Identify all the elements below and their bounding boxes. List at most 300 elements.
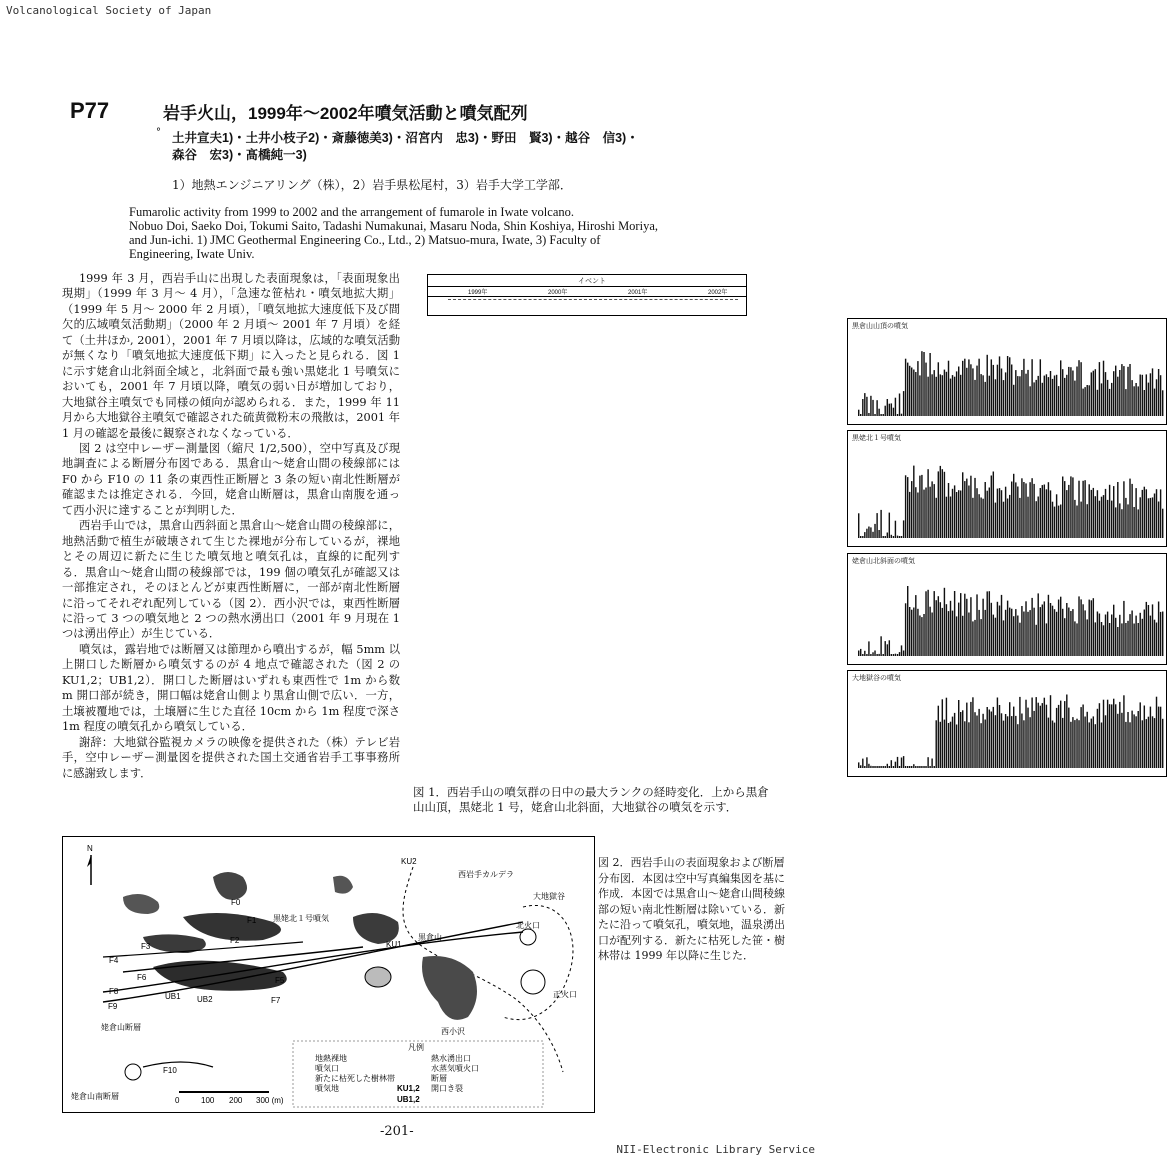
bar-mark [989,488,990,539]
bar-mark [1017,724,1018,768]
bar-mark [893,536,894,538]
bar-mark [891,760,892,768]
bar-mark [1078,360,1079,416]
bar-mark [887,533,888,539]
bar-mark [1109,704,1110,768]
bar-mark [1103,625,1104,656]
bar-mark [901,645,902,656]
figure-2-caption: 図 2．西岩手山の表面現象および断層分布図．本図は空中写真編集図を基に作成．本図では黒倉山～姥倉山間稜線部の短い南北性断層は除いている．新たに沿って噴気孔，噴気地，温泉湧出口が配列する．新たに枯死した笹・樹林帯は 1999 年以降に生じた． [598,856,785,962]
bar-mark [1054,609,1055,656]
bar-mark [1036,380,1037,416]
bar-mark [936,720,937,768]
paper-id: P77 [70,98,110,123]
bar-mark [905,766,906,768]
bar-mark [1048,377,1049,416]
bar-mark [997,698,998,769]
bar-mark [1125,722,1126,768]
bar-mark [1015,609,1016,656]
bar-mark [1142,720,1143,768]
bar-mark [942,469,943,538]
bar-mark [1144,706,1145,769]
bar-mark [903,756,904,768]
paper-title: 岩手火山，1999年～2002年噴気活動と噴気配列 [163,104,528,123]
bar-mark [1117,482,1118,538]
bar-mark [997,365,998,416]
bar-mark [1158,602,1159,657]
bar-mark [1058,506,1059,538]
english-authors-2: and Jun-ichi. 1) JMC Geothermal Engineering Co., Ltd., 2) Matsuo-mura, Iwate, 3) Faculty of [129,233,601,247]
bar-mark [944,588,945,656]
bar-mark [887,764,888,768]
bar-mark [954,485,955,538]
bar-mark [1117,714,1118,768]
bar-mark [966,703,967,768]
bar-mark [942,608,943,656]
bar-mark [1135,616,1136,656]
bar-mark [889,640,890,656]
bar-mark [1089,385,1090,416]
bar-mark [878,766,879,768]
bar-mark [1038,703,1039,768]
legend-ku: KU1,2 [397,1084,420,1093]
bar-mark [1009,357,1010,416]
timeseries-panel-ojigoku [847,670,1167,777]
bar-mark [889,766,890,768]
bar-mark [966,599,967,656]
bar-mark [1129,364,1130,416]
scale-200: 200 [229,1096,243,1105]
bar-mark [874,766,875,768]
bar-mark [995,503,996,538]
bar-mark [1025,374,1026,416]
bar-mark [917,766,918,768]
bar-mark [1156,489,1157,538]
bar-mark [1050,603,1051,656]
authors [172,130,732,164]
bar-mark [985,482,986,538]
bar-mark [1121,713,1122,768]
bar-mark [1144,390,1145,416]
bar-mark [993,707,994,768]
paragraph-3: 西岩手山では，黒倉山西斜面と黒倉山～姥倉山間の稜線部に，地熱活動で植生が破壊されて生じた裸地が分布しているが，裸地とその周辺に新たに生じた噴気地と噴気孔は，直線的に配列する．黒倉山～姥倉山間の稜線部では，199 個の噴気孔が確認又は一部推定され，そのほとんどが東西性断層に，一部が南北性断層に沿ってそれぞれ配列している（図 2）．西小沢では，東西性断層に沿って 3 つの噴気地と 2 つの熱水湧出口（2001 年 9 月現在 1 つは湧出停止）が生じている． [62,519,400,641]
bar-mark [978,709,979,768]
bar-mark [968,722,969,768]
bar-mark [952,611,953,656]
figure-1 [420,270,915,780]
label-f10: F10 [163,1066,177,1075]
bar-mark [1078,596,1079,656]
bar-mark [1031,359,1032,416]
bar-mark [1044,485,1045,539]
bar-mark [1076,367,1077,417]
panel-label-kurokura: 黒倉山山頂の噴気 [852,323,908,330]
bar-mark [899,394,900,417]
bar-mark [885,406,886,416]
bar-mark [999,705,1000,768]
bar-mark [1044,376,1045,416]
bar-mark [956,492,957,538]
bar-mark [1127,621,1128,656]
bar-mark [893,408,894,416]
bar-mark [887,399,888,416]
bar-mark [1005,714,1006,768]
bar-mark [1152,604,1153,656]
bar-mark [1021,370,1022,416]
bar-mark [942,699,943,768]
bar-mark [1101,383,1102,416]
bar-mark [1162,719,1163,768]
bar-mark [1103,361,1104,416]
label-f9: F9 [108,1002,118,1011]
bar-mark [1027,370,1028,416]
bar-mark [1072,477,1073,538]
bar-mark [952,375,953,416]
bare-ground-2 [123,894,159,914]
dead-forest-patch [365,967,391,987]
bar-mark [1138,711,1139,768]
bar-mark [1074,621,1075,656]
bar-mark [1017,487,1018,539]
bar-mark [921,617,922,656]
timeseries-panel-kurokura [847,318,1167,425]
bar-mark [989,376,990,416]
bar-mark [923,352,924,416]
bar-mark [878,654,879,656]
bar-mark [1021,478,1022,538]
bar-mark [909,607,910,656]
bar-mark [1131,711,1132,768]
bar-mark [1078,481,1079,538]
bars-kurokura [858,329,1164,416]
bar-mark [1060,505,1061,539]
bar-mark [980,619,981,656]
bar-mark [1011,716,1012,768]
bar-mark [1140,497,1141,538]
bar-mark [1160,375,1161,416]
bar-mark [1111,383,1112,416]
bar-mark [880,510,881,538]
bar-mark [962,361,963,416]
bar-mark [1119,702,1120,768]
bar-mark [999,356,1000,416]
authors-line-1: 土井宣夫1)・土井小枝子2)・斎藤徳美3)・沼宮内 忠3)・野田 賢3)・越谷 信3)・ [172,131,639,145]
bar-mark [1146,719,1147,768]
bar-mark [1158,707,1159,768]
bar-mark [950,497,951,539]
bar-mark [913,466,914,538]
bar-mark [982,714,983,768]
bar-mark [964,481,965,538]
bar-mark [1142,490,1143,538]
bar-mark [1027,497,1028,538]
bar-mark [1074,381,1075,416]
bar-mark [1097,612,1098,657]
bar-mark [1150,616,1151,656]
bar-mark [1150,498,1151,538]
bare-ground-6 [333,876,353,894]
bar-mark [974,620,975,656]
bar-mark [903,651,904,657]
bar-mark [909,366,910,416]
bar-mark [1103,495,1104,538]
bar-mark [897,414,898,416]
bar-mark [1019,697,1020,768]
bar-mark [1123,481,1124,538]
bar-mark [1029,482,1030,538]
bar-mark [1042,605,1043,657]
bar-mark [1097,390,1098,416]
bar-mark [1109,623,1110,656]
bar-mark [1068,608,1069,657]
kitakakou-crater [520,929,536,945]
bar-mark [891,403,892,416]
bar-mark [976,594,977,656]
bar-mark [1064,481,1065,538]
bar-mark [1095,496,1096,538]
bar-mark [1033,608,1034,656]
bar-mark [1060,701,1061,768]
bar-mark [1146,602,1147,656]
bar-mark [1087,619,1088,656]
legend-item-2: 噴気口 [315,1064,339,1073]
bar-mark [989,710,990,769]
bar-mark [1152,716,1153,768]
bar-mark [1048,718,1049,768]
bar-mark [919,476,920,538]
bar-mark [1029,610,1030,656]
bar-mark [1056,375,1057,416]
bar-mark [862,536,863,538]
bar-mark [1152,368,1153,416]
bar-mark [1091,600,1092,656]
bar-mark [968,359,969,416]
bar-mark [948,723,949,768]
bar-mark [1062,609,1063,656]
bar-mark [1007,356,1008,416]
bar-mark [1001,369,1002,417]
bar-mark [1003,620,1004,656]
fault-line-south [143,1062,213,1067]
bar-mark [1046,489,1047,538]
bar-mark [1009,495,1010,538]
bar-mark [919,766,920,768]
bar-mark [923,614,924,656]
bar-mark [956,616,957,656]
bar-mark [1074,720,1075,768]
bar-mark [911,368,912,417]
bar-mark [958,700,959,768]
bar-mark [1070,476,1071,538]
bar-mark [1046,623,1047,656]
bar-mark [940,602,941,656]
bar-mark [1068,485,1069,538]
bar-mark [860,765,861,768]
bar-mark [1119,370,1120,416]
bar-mark [1060,597,1061,656]
bar-mark [954,713,955,768]
authors-line-2: 森谷 宏3)・髙橋純一3) [172,148,307,162]
bar-mark [1125,623,1126,656]
bar-mark [927,469,928,538]
bar-mark [970,597,971,656]
bare-ground-5 [153,961,287,991]
bar-mark [991,712,992,769]
bar-mark [1021,606,1022,656]
bar-mark [974,712,975,768]
bar-mark [1089,600,1090,656]
bar-mark [960,712,961,768]
bar-mark [929,353,930,416]
legend-item-6: 水蒸気噴火口 [431,1064,479,1073]
event-year-2001: 2001年 [628,290,648,296]
bar-mark [1119,615,1120,656]
paragraph-2: 図 2 は空中レーザー測量図（縮尺 1/2,500），空中写真及び現地調査による断層分布図である．黒倉山～姥倉山間の稜線部には F0 から F10 の 11 条の東西性正断層と 3 条の短い南北性断層が確認または推定される．今回，姥倉山断層は，黒倉山南腹を通って西小沢に達することが判明した． [62,441,400,517]
bar-mark [1131,380,1132,416]
bar-mark [899,652,900,656]
bar-mark [1046,374,1047,416]
acknowledgement: 謝辞：大地獄谷監視カメラの映像を提供された（株）テレビ岩手，空中レーザー測量図を提供された国土交通省岩手工事事務所に感謝致します． [62,735,400,780]
bar-mark [1066,490,1067,538]
bar-mark [1044,601,1045,656]
bar-mark [929,607,930,656]
bar-mark [915,372,916,416]
bar-mark [911,766,912,768]
label-f7: F7 [271,996,281,1005]
event-box [427,274,747,316]
bar-mark [917,493,918,539]
bar-mark [1129,722,1130,768]
bar-mark [980,723,981,768]
bar-mark [1146,489,1147,538]
bar-mark [907,363,908,416]
bar-mark [1019,623,1020,656]
bar-mark [1038,497,1039,539]
bar-mark [980,498,981,539]
bar-mark [1125,389,1126,416]
english-authors-3: Engineering, Iwate Univ. [129,247,255,261]
label-f8: F8 [109,987,119,996]
bar-mark [972,368,973,416]
label-f3: F3 [141,942,151,951]
bar-mark [874,414,875,416]
bar-mark [1115,704,1116,768]
bar-mark [907,586,908,656]
bar-mark [1001,595,1002,656]
bar-mark [997,489,998,538]
bar-mark [946,372,947,416]
bar-mark [976,366,977,416]
bar-mark [940,722,941,768]
bar-mark [958,367,959,417]
bar-mark [1042,485,1043,538]
bar-mark [903,391,904,416]
label-f6: F6 [137,973,147,982]
bar-mark [944,472,945,538]
bar-mark [901,414,902,416]
bar-mark [909,492,910,538]
bar-mark [936,377,937,416]
bar-mark [1007,716,1008,768]
bar-mark [1038,593,1039,656]
bar-mark [987,491,988,538]
bar-mark [1003,721,1004,768]
bar-mark [1101,622,1102,656]
bar-mark [970,476,971,538]
bar-mark [999,488,1000,538]
legend-item-3: 新たに枯死した樹林帯 [315,1074,395,1083]
bar-mark [1095,622,1096,656]
bar-mark [915,595,916,656]
bar-mark [1050,695,1051,768]
bar-mark [889,513,890,538]
bar-mark [1129,614,1130,656]
society-header: Volcanological Society of Japan [6,4,212,17]
label-f1: F1 [247,916,257,925]
legend-item-7: 断層 [431,1074,447,1083]
bar-mark [1089,484,1090,538]
panel-label-ojigoku: 大地獄谷の噴気 [852,675,901,682]
bar-mark [946,604,947,656]
bar-mark [897,536,898,538]
bar-mark [1144,487,1145,538]
bar-mark [870,527,871,538]
bar-mark [972,621,973,656]
bar-mark [919,616,920,657]
affiliations: 1）地熱エンジニアリング（株），2）岩手県松尾村，3）岩手大学工学部． [172,178,572,192]
bar-mark [1084,717,1085,769]
bar-mark [1154,389,1155,416]
bar-mark [1072,609,1073,656]
bar-mark [964,721,965,768]
bar-mark [1001,490,1002,538]
bar-mark [876,654,877,656]
bar-mark [950,722,951,768]
bar-mark [901,536,902,538]
bar-mark [1058,600,1059,657]
english-authors-1: Nobuo Doi, Saeko Doi, Tokumi Saito, Tadashi Numakunai, Masaru Noda, Shin Koshiya, Hiroshi Moriya, [129,219,658,233]
bar-mark [1076,623,1077,656]
bar-mark [866,654,867,656]
bar-mark [1046,705,1047,768]
bar-mark [1133,386,1134,416]
bar-mark [1135,716,1136,768]
bar-mark [864,651,865,656]
bar-mark [934,370,935,416]
scale-0: 0 [175,1096,180,1105]
bar-mark [889,404,890,416]
event-marks [448,299,738,310]
map-svg [63,837,594,1112]
bar-mark [940,374,941,416]
bar-mark [938,596,939,656]
bar-mark [1160,489,1161,538]
bar-mark [1052,379,1053,416]
bar-mark [1040,607,1041,656]
bar-mark [976,488,977,538]
bar-mark [999,606,1000,657]
bar-mark [1123,366,1124,416]
bar-mark [1068,367,1069,416]
bar-mark [970,364,971,416]
bar-mark [872,532,873,538]
bar-mark [1003,502,1004,538]
label-ubakura-south-fault: 姥倉山南断層 [71,1092,119,1101]
bar-mark [1154,718,1155,768]
bar-mark [885,536,886,538]
bar-mark [1140,613,1141,656]
bar-mark [1099,703,1100,768]
bar-mark [872,766,873,768]
